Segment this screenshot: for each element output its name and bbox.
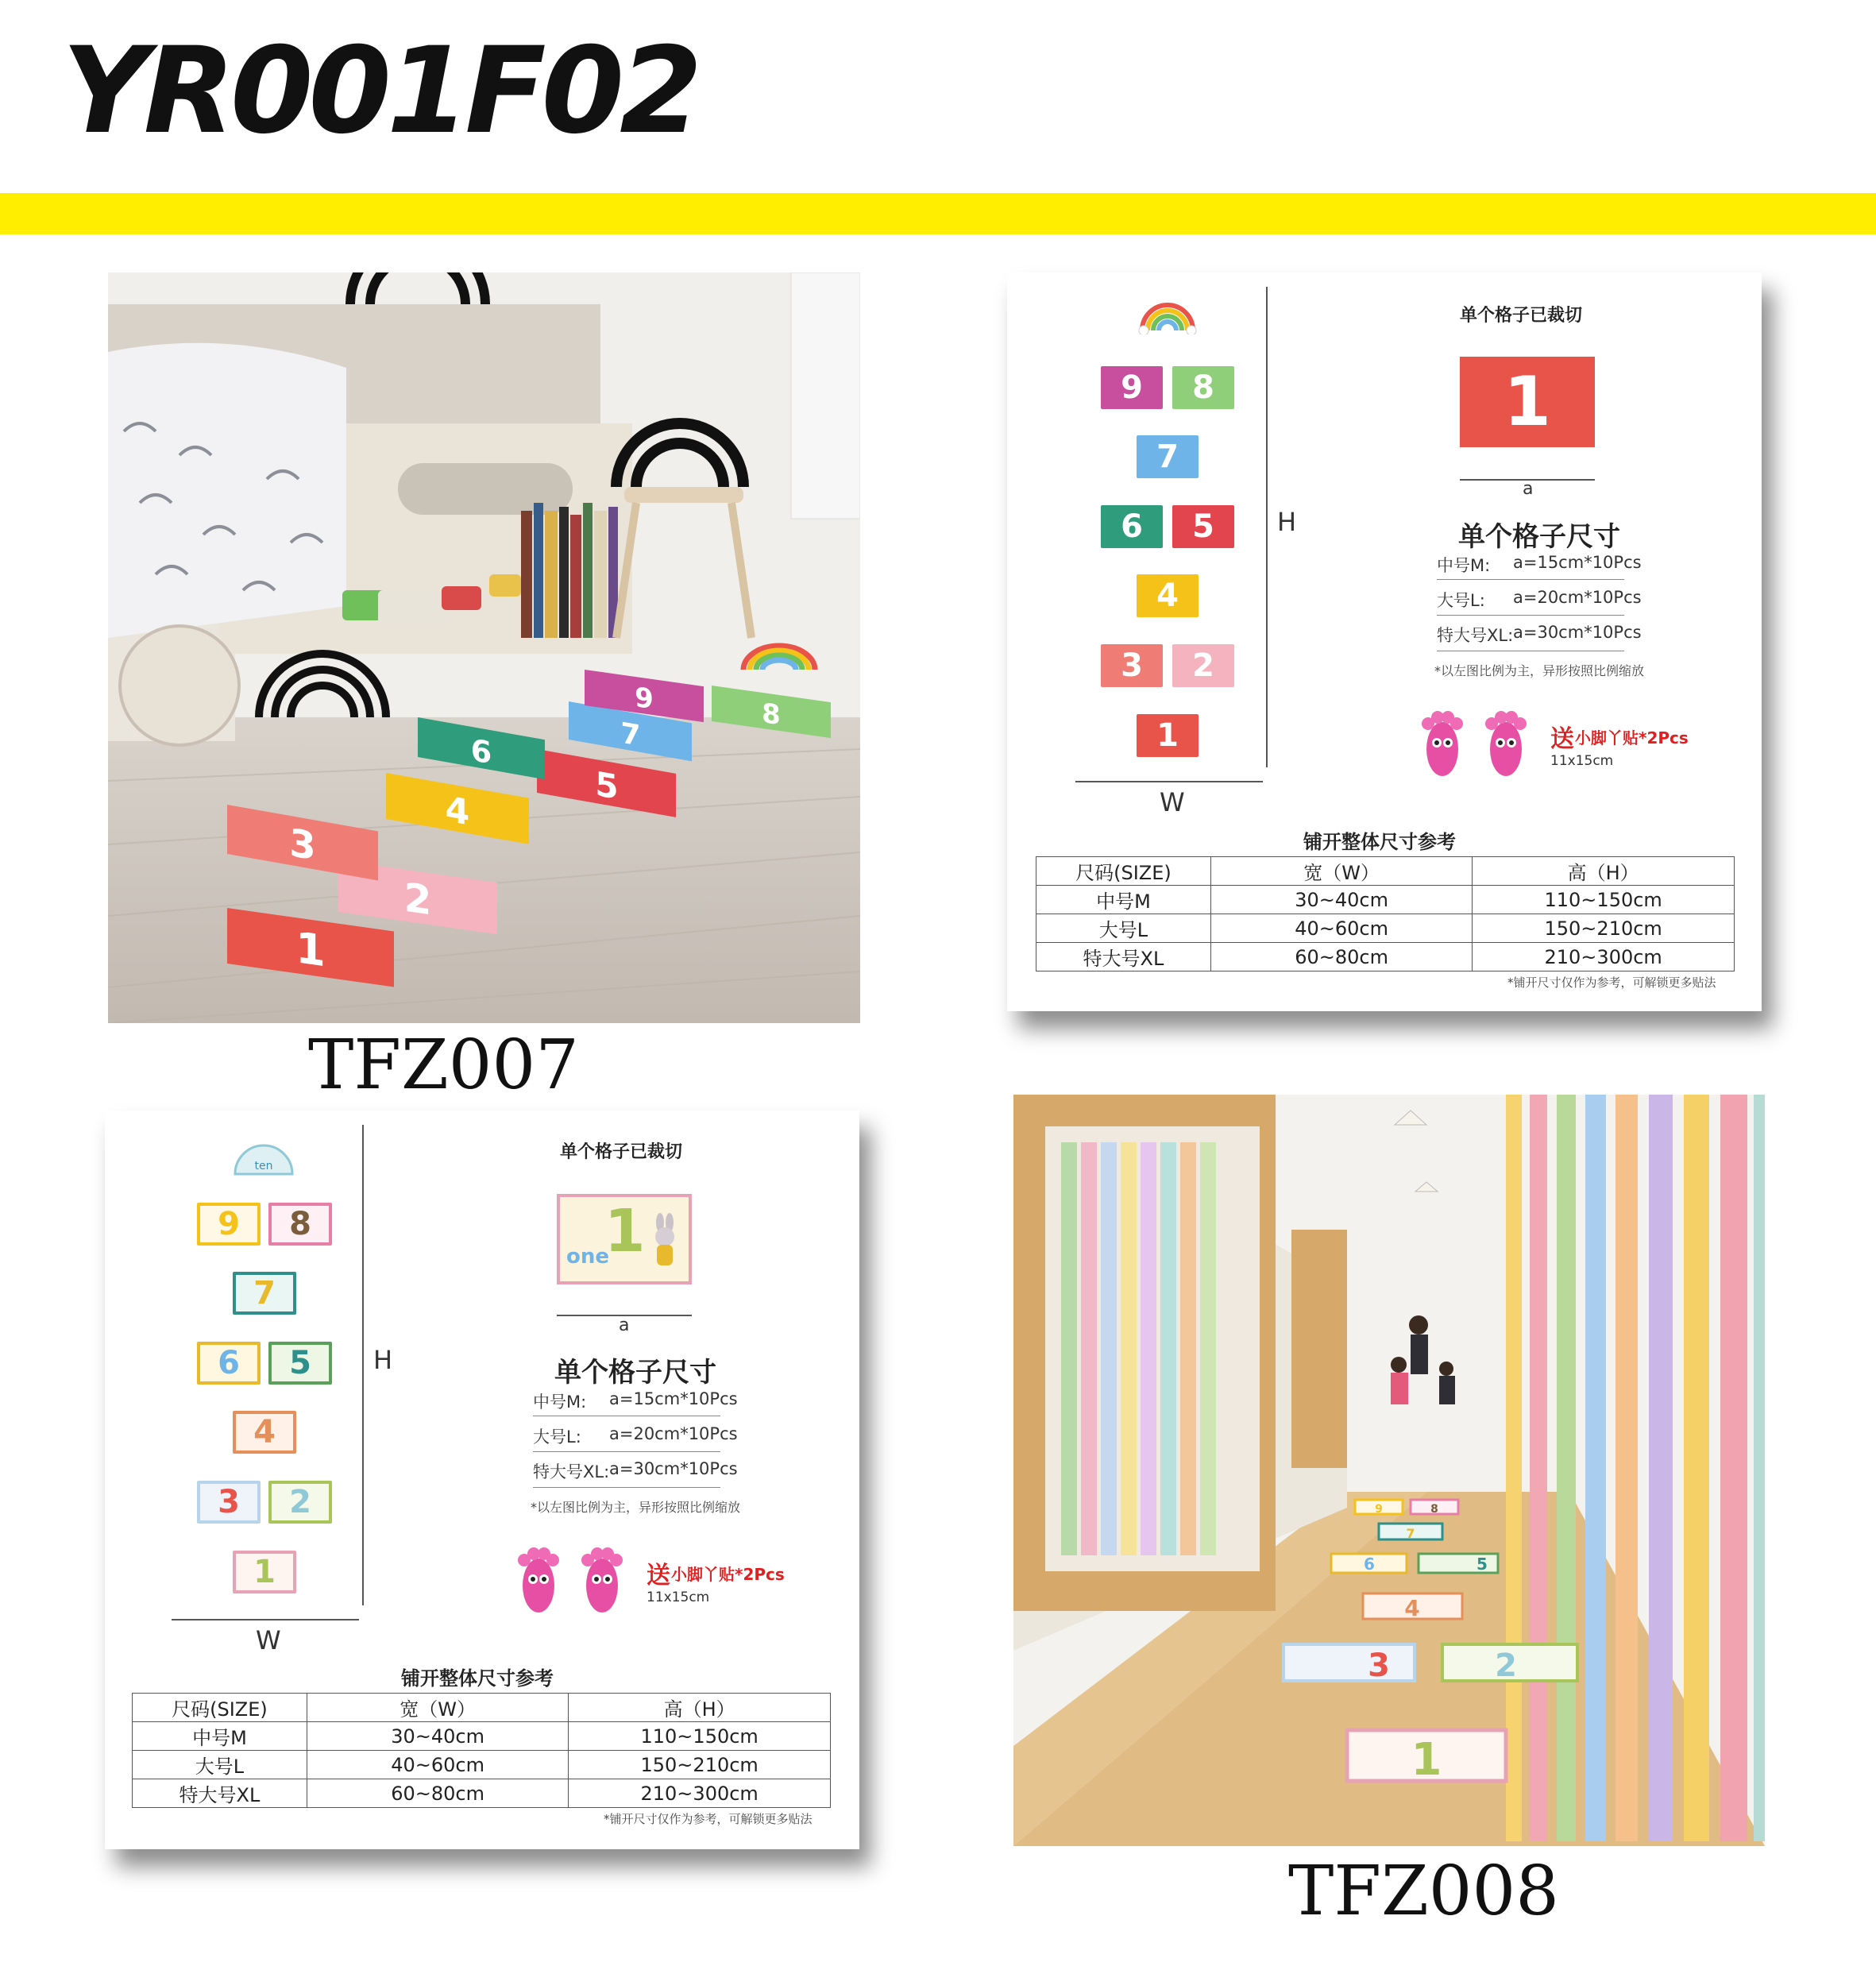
spec-card-tfz008 <box>105 1111 859 1849</box>
tile-3 <box>197 1481 261 1524</box>
height-dimension-line <box>362 1125 364 1605</box>
svg-text:4: 4 <box>1404 1595 1420 1621</box>
svg-text:6: 6 <box>470 732 492 772</box>
tile-2: 2 <box>1172 644 1234 687</box>
sample-tile-number: 1 <box>604 1197 646 1265</box>
size-row-divider <box>1437 615 1624 616</box>
table-title: 铺开整体尺寸参考 <box>401 1667 554 1690</box>
sample-tile-number: 1 <box>1504 362 1551 442</box>
width-label: W <box>256 1625 281 1655</box>
ten-arch-icon <box>232 1134 295 1176</box>
table-row <box>133 1694 831 1722</box>
table-cell: 大号L <box>1036 914 1211 943</box>
gift-text: 小脚丫贴*2Pcs <box>671 1565 785 1584</box>
tile-5-number: 5 <box>289 1345 311 1381</box>
size-row-divider <box>1437 579 1624 580</box>
size-row-divider <box>533 1451 720 1452</box>
svg-text:5: 5 <box>595 764 619 808</box>
size-row-xl-name: 特大号XL: <box>1437 626 1514 645</box>
cut-heading: 单个格子已裁切 <box>1460 306 1583 326</box>
scale-note: *以左图比例为主，异形按照比例缩放 <box>1434 663 1645 678</box>
tile-5 <box>268 1342 332 1385</box>
gift-dimension: 11x15cm <box>1550 753 1614 769</box>
svg-text:7: 7 <box>1406 1526 1415 1541</box>
sample-tile-word: one <box>566 1245 610 1269</box>
tile-4-number: 4 <box>253 1414 276 1450</box>
tile-1: 1 <box>1137 714 1199 757</box>
table-cell: 60~80cm <box>1210 943 1472 971</box>
sample-a-label: a <box>619 1315 630 1335</box>
table-cell: 宽（W） <box>307 1694 568 1722</box>
bunny-icon <box>649 1213 681 1269</box>
svg-text:3: 3 <box>1368 1647 1390 1684</box>
table-cell: 尺码(SIZE) <box>133 1694 307 1722</box>
product-code-tfz008: TFZ008 <box>1288 1852 1559 1931</box>
svg-text:9: 9 <box>1375 1503 1383 1516</box>
sample-tile <box>557 1194 692 1284</box>
tile-7 <box>233 1272 296 1315</box>
size-table <box>132 1693 831 1808</box>
sample-tile <box>1460 357 1595 447</box>
foot-sticker-right-icon <box>1482 709 1530 781</box>
width-dimension-line <box>1075 781 1263 782</box>
table-cell: 大号L <box>133 1751 307 1779</box>
size-row-xl-value: a=30cm*10Pcs <box>1513 623 1642 642</box>
height-dimension-line <box>1266 287 1268 767</box>
size-row-divider <box>533 1487 720 1488</box>
foot-sticker-left-icon <box>1419 709 1466 781</box>
tile-5: 5 <box>1172 505 1234 548</box>
table-row <box>133 1722 831 1751</box>
table-cell: 150~210cm <box>569 1751 831 1779</box>
tile-8: 8 <box>1172 366 1234 409</box>
table-cell: 110~150cm <box>569 1722 831 1751</box>
tile-7: 7 <box>1137 435 1199 478</box>
table-cell: 40~60cm <box>307 1751 568 1779</box>
size-row-l-name: 大号L: <box>533 1427 581 1447</box>
table-row <box>1036 857 1735 886</box>
sample-a-label: a <box>1523 479 1534 499</box>
width-dimension-line <box>172 1619 359 1620</box>
gift-prefix: 送 <box>1550 725 1574 753</box>
table-cell: 110~150cm <box>1473 886 1735 914</box>
tile-7-number: 7 <box>253 1275 276 1311</box>
tile-3: 3 <box>1101 644 1163 687</box>
svg-text:2: 2 <box>1495 1647 1517 1684</box>
table-cell: 30~40cm <box>307 1722 568 1751</box>
rainbow-icon <box>1136 295 1199 334</box>
tile-9-number: 9 <box>218 1206 240 1242</box>
table-title: 铺开整体尺寸参考 <box>1303 831 1456 853</box>
table-cell: 尺码(SIZE) <box>1036 857 1211 886</box>
table-cell: 210~300cm <box>569 1779 831 1808</box>
height-label: H <box>373 1345 393 1375</box>
svg-text:7: 7 <box>620 715 641 753</box>
foot-sticker-right-icon <box>578 1546 626 1617</box>
table-cell: 150~210cm <box>1473 914 1735 943</box>
table-row <box>1036 943 1735 971</box>
svg-text:9: 9 <box>635 682 654 717</box>
size-heading: 单个格子尺寸 <box>1458 521 1620 553</box>
size-heading: 单个格子尺寸 <box>554 1357 716 1389</box>
svg-text:1: 1 <box>1411 1734 1442 1786</box>
size-row-m-value: a=15cm*10Pcs <box>609 1389 738 1408</box>
table-cell: 60~80cm <box>307 1779 568 1808</box>
arch-word: ten <box>254 1160 273 1172</box>
svg-text:2: 2 <box>403 873 432 925</box>
table-row <box>1036 886 1735 914</box>
table-cell: 高（H） <box>1473 857 1735 886</box>
tile-3-number: 3 <box>218 1484 240 1520</box>
table-row <box>1036 914 1735 943</box>
tile-1 <box>233 1551 296 1593</box>
svg-text:5: 5 <box>1476 1555 1488 1574</box>
table-cell: 宽（W） <box>1210 857 1472 886</box>
table-row <box>133 1751 831 1779</box>
tile-1-number: 1 <box>253 1554 276 1590</box>
tile-9: 9 <box>1101 366 1163 409</box>
size-row-l-value: a=20cm*10Pcs <box>609 1424 738 1443</box>
table-note: *铺开尺寸仅作为参考，可解锁更多贴法 <box>604 1812 813 1826</box>
table-cell: 40~60cm <box>1210 914 1472 943</box>
size-row-m-value: a=15cm*10Pcs <box>1513 553 1642 572</box>
size-row-m-name: 中号M: <box>1437 556 1491 575</box>
bedroom-product-photo <box>108 272 860 1023</box>
tile-6-number: 6 <box>218 1345 240 1381</box>
gift-dimension: 11x15cm <box>647 1590 710 1605</box>
table-cell: 30~40cm <box>1210 886 1472 914</box>
size-row-xl-name: 特大号XL: <box>533 1462 610 1481</box>
svg-text:6: 6 <box>1364 1555 1375 1574</box>
svg-text:1: 1 <box>295 922 326 977</box>
tile-6: 6 <box>1101 505 1163 548</box>
cut-heading: 单个格子已裁切 <box>560 1142 683 1162</box>
width-label: W <box>1160 787 1185 817</box>
corridor-product-photo <box>1013 1095 1765 1846</box>
svg-text:8: 8 <box>1430 1503 1438 1516</box>
page-title: YR001F02 <box>62 22 698 160</box>
tile-4: 4 <box>1137 574 1199 617</box>
height-label: H <box>1277 507 1297 537</box>
foot-sticker-left-icon <box>515 1546 562 1617</box>
gift-prefix: 送 <box>647 1562 670 1590</box>
size-table <box>1036 856 1735 971</box>
scale-note: *以左图比例为主，异形按照比例缩放 <box>531 1500 741 1515</box>
tile-6 <box>197 1342 261 1385</box>
tile-2 <box>268 1481 332 1524</box>
table-cell: 中号M <box>1036 886 1211 914</box>
size-row-l-value: a=20cm*10Pcs <box>1513 588 1642 607</box>
table-cell: 中号M <box>133 1722 307 1751</box>
product-code-tfz007: TFZ007 <box>308 1026 579 1105</box>
table-row <box>133 1779 831 1808</box>
size-row-l-name: 大号L: <box>1437 591 1485 610</box>
svg-text:8: 8 <box>762 697 781 732</box>
tile-9 <box>197 1203 261 1246</box>
table-cell: 特大号XL <box>1036 943 1211 971</box>
tile-2-number: 2 <box>289 1484 311 1520</box>
svg-text:3: 3 <box>289 821 316 870</box>
gift-text: 小脚丫贴*2Pcs <box>1575 728 1689 747</box>
tile-8 <box>268 1203 332 1246</box>
size-row-xl-value: a=30cm*10Pcs <box>609 1459 738 1478</box>
spec-card-tfz007 <box>1007 272 1762 1011</box>
table-cell: 210~300cm <box>1473 943 1735 971</box>
svg-text:4: 4 <box>445 789 470 834</box>
table-cell: 特大号XL <box>133 1779 307 1808</box>
table-cell: 高（H） <box>569 1694 831 1722</box>
tile-8-number: 8 <box>289 1206 311 1242</box>
tile-4 <box>233 1411 296 1454</box>
table-note: *铺开尺寸仅作为参考，可解锁更多贴法 <box>1507 975 1716 990</box>
yellow-banner <box>0 193 1876 234</box>
size-row-m-name: 中号M: <box>533 1393 587 1412</box>
